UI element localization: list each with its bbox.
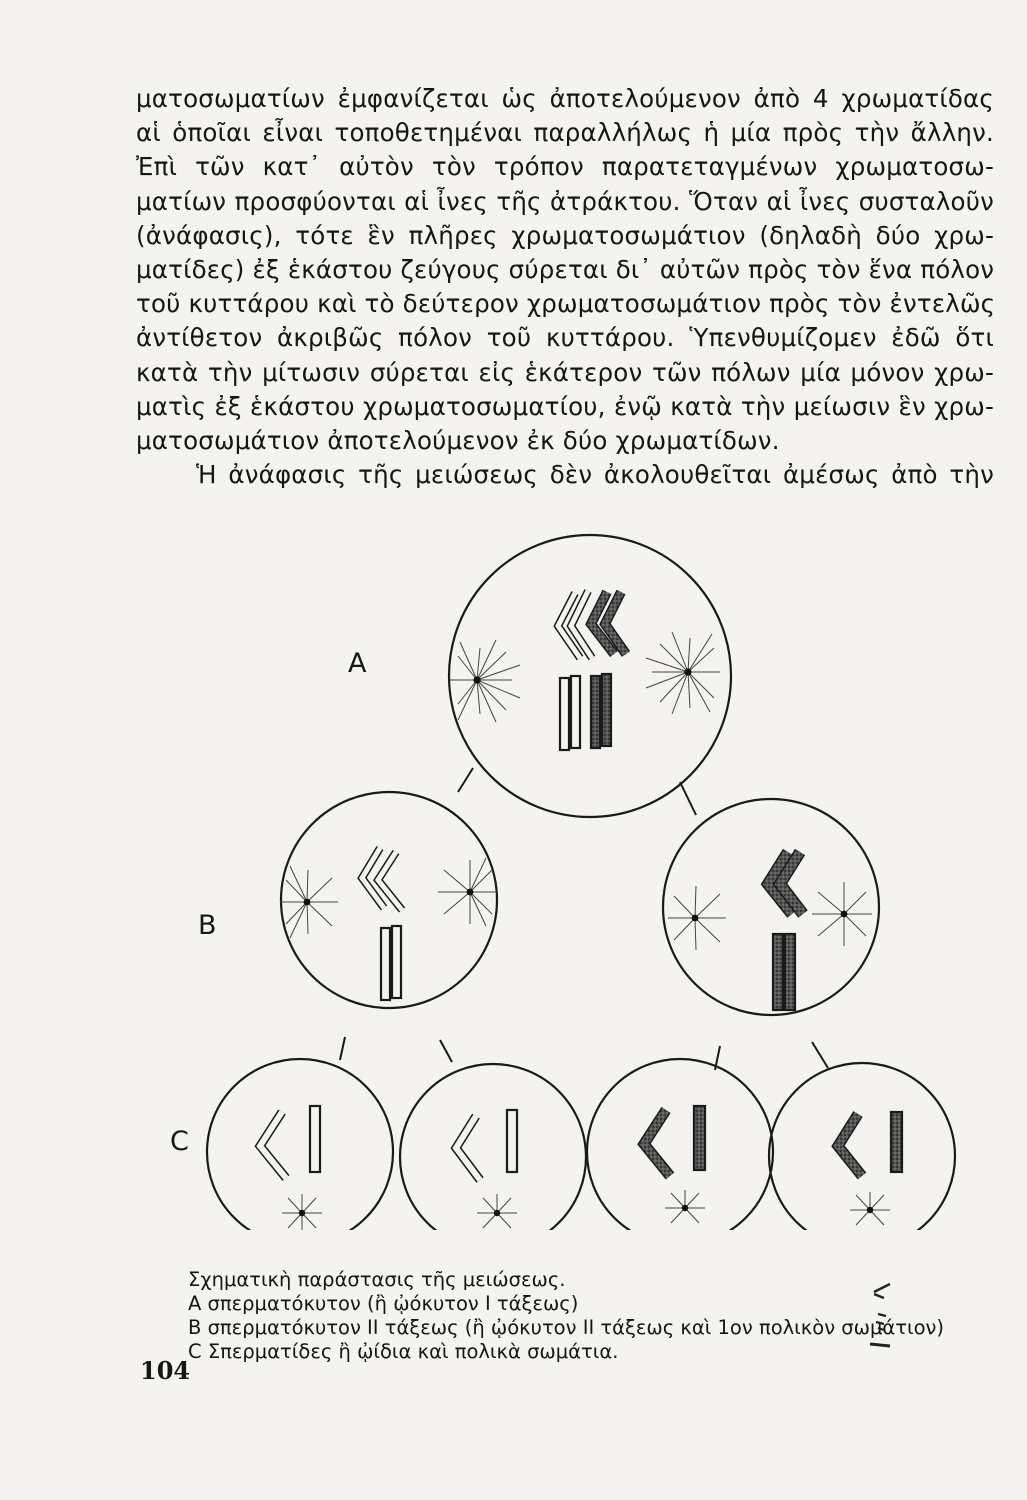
chromatid-rod-c1 [310, 1106, 320, 1172]
body-text [136, 82, 994, 492]
chromatid-rod-c2 [507, 1110, 517, 1172]
connector-b-c2 [440, 1040, 452, 1062]
cell-c-3-membrane [587, 1059, 773, 1230]
chromatid-rod-white-1 [560, 678, 569, 750]
body-line: ματίων προσφύονται αἱ ἶνες τῆς ἀτράκτου. Ὅταν αἱ ἶνες συσταλοῦν [136, 186, 994, 216]
body-line-indented: Ἡ ἀνάφασις τῆς μειώσεως δὲν ἀκολουθεῖται ἀμέσως ἀπὸ τὴν [196, 460, 994, 490]
cell-c-4-centrosome [867, 1207, 873, 1213]
chromatid-rod-white-b1 [381, 928, 390, 1000]
connector-b2-c4 [812, 1042, 828, 1068]
caption-title: Σχηματικὴ παράστασις τῆς μειώσεως. [188, 1268, 566, 1291]
cell-c-3-centrosome [682, 1205, 688, 1211]
body-line: Ἐπὶ τῶν κατ᾽ αὐτὸν τὸν τρόπον παρατεταγμένων χρωματοσω- [136, 152, 994, 182]
body-line: κατὰ τὴν μίτωσιν σύρεται εἰς ἑκάτερον τῶν πόλων μία μόνον χρω- [136, 357, 994, 387]
body-line: ἀντίθετον ἀκριβῶς πόλον τοῦ κυττάρου. Ὑπενθυμίζομεν ἐδῶ ὅτι [136, 323, 994, 353]
body-line: ματίδες) ἐξ ἑκάστου ζεύγους σύρεται δι᾽ αὐτῶν πρὸς τὸν ἕνα πόλον [136, 255, 995, 285]
chromatid-rod-dark-b2 [785, 934, 795, 1010]
margin-marks [860, 1280, 900, 1360]
cell-c-2-membrane [400, 1064, 586, 1230]
meiosis-diagram [140, 530, 1000, 1230]
cell-b-left-centrosome-right [467, 889, 474, 896]
cell-c-4-membrane [769, 1063, 955, 1230]
cell-b-left [280, 792, 497, 1008]
body-line: τοῦ κυττάρου καὶ τὸ δεύτερον χρωματοσωμάτιον πρὸς τὸν ἐντελῶς [136, 289, 996, 319]
lineage-connectors [340, 768, 828, 1070]
body-line: αἱ ὁποῖαι εἶναι τοποθετημέναι παραλλήλως ἡ μία πρὸς τὴν ἄλλην. [136, 118, 994, 148]
chromatid-rod-c3 [694, 1106, 705, 1170]
chromatid-rod-white-b2 [392, 926, 401, 998]
cell-a-aster-left [450, 640, 520, 722]
body-line: ματὶς ἐξ ἑκάστου χρωματοσωματίου, ἐνῷ κατὰ τὴν μείωσιν ἓν χρω- [136, 391, 994, 421]
page-number: 104 [140, 1356, 191, 1385]
caption-line-b: B σπερματόκυτον ΙΙ τάξεως (ἢ ᾠόκυτον ΙΙ τάξεως καὶ 1ον πολικὸν σωμάτιον) [188, 1316, 944, 1339]
chromatid-rod-c4 [891, 1112, 902, 1172]
cell-b-right-centrosome-left [692, 915, 699, 922]
cell-a-centrosome-right [684, 668, 691, 675]
figure-label-b: B [198, 910, 217, 941]
figure-label-a: A [348, 648, 367, 679]
connector-a-b2 [680, 782, 696, 815]
chromatid-rod-dark-b1 [773, 934, 783, 1010]
cell-a [449, 535, 731, 817]
chromatid-rod-dark-1 [591, 676, 600, 748]
caption-line-a: A σπερματόκυτον (ἢ ᾠόκυτον Ι τάξεως) [188, 1292, 579, 1315]
cell-b-right-centrosome-right [841, 911, 848, 918]
body-line: ματοσωματίων ἐμφανίζεται ὡς ἀποτελούμενον ἀπὸ 4 χρωματίδας [136, 84, 994, 113]
figure-caption [188, 1268, 944, 1364]
cell-a-aster-right [646, 632, 720, 714]
chromatid-rod-dark-2 [602, 674, 611, 746]
cell-c-4 [769, 1063, 955, 1230]
cell-c-1-centrosome [299, 1210, 305, 1216]
figure-label-c: C [170, 1126, 189, 1157]
cell-c-1 [207, 1059, 393, 1230]
connector-a-b [458, 768, 473, 792]
cell-a-centrosome-left [473, 676, 480, 683]
connector-b-c1 [340, 1037, 345, 1060]
caption-line-c: C Σπερματίδες ἢ ᾠίδια καὶ πολικὰ σωμάτια. [188, 1340, 619, 1363]
cell-c-2 [400, 1064, 586, 1230]
body-line: (ἀνάφασις), τότε ἓν πλῆρες χρωματοσωμάτιον (δηλαδὴ δύο χρω- [136, 220, 994, 250]
chromatid-rod-white-2 [571, 676, 580, 748]
cell-b-left-centrosome-left [304, 899, 311, 906]
cell-b-right [663, 799, 879, 1015]
cell-c-3 [587, 1059, 773, 1230]
cell-c-1-membrane [207, 1059, 393, 1230]
body-line: ματοσωμάτιον ἀποτελούμενον ἐκ δύο χρωματίδων. [136, 426, 780, 456]
cell-c-2-centrosome [494, 1210, 500, 1216]
meiosis-diagram-svg [140, 530, 1000, 1230]
